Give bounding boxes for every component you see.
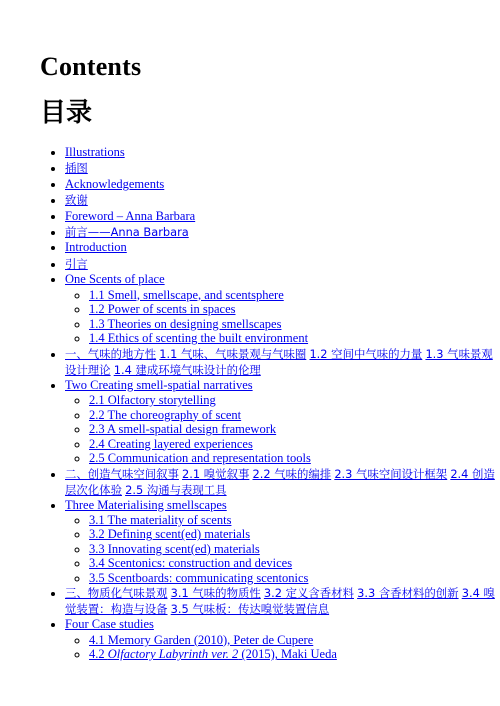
toc-item [65, 346, 495, 378]
toc-link[interactable]: Illustrations [65, 145, 125, 159]
toc-item [65, 192, 495, 208]
toc-sublink[interactable] [89, 647, 337, 661]
toc-sublink[interactable]: 3.5 Scentboards: communicating scentonics [89, 570, 309, 585]
toc-link[interactable]: 1.4 建成环境气味设计的伦理 [113, 362, 261, 377]
toc-sublink[interactable]: 1.3 Theories on designing smellscapes [89, 316, 282, 331]
toc-sublink[interactable]: 2.5 Communication and representation tools [89, 451, 311, 466]
toc-link[interactable]: 1.2 空间中气味的力量 [309, 346, 423, 361]
toc-subitem [89, 302, 495, 317]
toc-sublist [65, 288, 495, 346]
toc-link[interactable]: 致谢 [65, 193, 88, 208]
toc-item [65, 160, 495, 176]
toc-link[interactable]: 2.4 创造层次化体验 [65, 466, 495, 497]
toc-link[interactable]: 三、物质化气味景观 [65, 586, 168, 601]
toc-subitem [89, 556, 495, 571]
toc-item [65, 585, 495, 617]
toc-sublink[interactable]: 2.1 Olfactory storytelling [89, 393, 216, 408]
toc-sublist [65, 513, 495, 586]
toc-link[interactable]: Foreword – Anna Barbara [65, 208, 196, 223]
toc-link[interactable]: 前言——Anna Barbara [65, 225, 189, 240]
toc-item [65, 209, 495, 224]
toc-sublink[interactable]: 2.2 The choreography of scent [89, 407, 242, 422]
toc-sublink[interactable]: 3.2 Defining scent(ed) materials [89, 527, 251, 542]
toc-link[interactable]: 2.1 嗅觉叙事 [182, 466, 250, 481]
toc-link[interactable]: Acknowledgements [65, 176, 165, 191]
contents-heading: Contents [40, 52, 142, 81]
toc-subitem [89, 571, 495, 586]
toc-subitem [89, 331, 495, 346]
contents-heading-chinese: 目录 [40, 98, 93, 128]
toc-subitem [89, 633, 495, 648]
toc-link[interactable]: Introduction [65, 240, 127, 255]
toc-link[interactable]: 1.3 气味景观设计理论 [65, 346, 493, 377]
toc-link[interactable]: 一、气味的地方性 [65, 346, 157, 361]
toc-subitem [89, 422, 495, 437]
toc-item [65, 145, 495, 160]
toc-sublink[interactable]: 1.1 Smell, smellscape, and scentsphere [89, 287, 284, 302]
toc-title-italic: Olfactory Labyrinth ver. 2 [107, 647, 239, 662]
toc-item [65, 240, 495, 255]
toc-sublist [65, 633, 495, 662]
toc-subitem [89, 513, 495, 528]
toc-subitem [89, 408, 495, 423]
toc-text: 4.2 [89, 647, 108, 662]
toc-link[interactable]: 2.3 气味空间设计框架 [334, 466, 448, 481]
toc-sublink[interactable]: 3.3 Innovating scent(ed) materials [89, 541, 260, 556]
toc-link[interactable]: 2.5 沟通与表现工具 [125, 482, 227, 497]
toc-subitem [89, 451, 495, 466]
table-of-contents [40, 145, 495, 662]
toc-link[interactable]: One Scents of place [65, 272, 165, 287]
toc-subitem [89, 527, 495, 542]
toc-link[interactable]: 3.3 含香材料的创新 [357, 586, 459, 601]
toc-link[interactable]: Two Creating smell-spatial narratives [65, 377, 253, 392]
toc-item [65, 378, 495, 466]
toc-link[interactable]: 二、创造气味空间叙事 [65, 466, 179, 481]
toc-sublink[interactable]: 4.1 Memory Garden (2010), Peter de Cupere [89, 632, 314, 647]
toc-item [65, 224, 495, 240]
toc-link[interactable]: Three Materialising smellscapes [65, 497, 227, 512]
toc-sublink[interactable]: 2.3 A smell-spatial design framework [89, 422, 277, 437]
toc-link[interactable]: 2.2 气味的编排 [252, 466, 332, 481]
toc-sublink[interactable]: 2.4 Creating layered experiences [89, 436, 253, 451]
toc-sublink[interactable]: 1.2 Power of scents in spaces [89, 302, 236, 317]
toc-link[interactable]: 3.4 嗅觉装置：构造与设备 [65, 586, 495, 617]
toc-item [65, 256, 495, 272]
toc-item [65, 177, 495, 192]
toc-link[interactable]: 引言 [65, 256, 88, 271]
toc-item [65, 272, 495, 345]
toc-subitem [89, 542, 495, 557]
toc-sublink[interactable]: 1.4 Ethics of scenting the built environment [89, 331, 309, 346]
toc-sublink[interactable]: 3.1 The materiality of scents [89, 512, 232, 527]
toc-link[interactable]: 插图 [65, 161, 88, 176]
toc-sublist [65, 393, 495, 466]
toc-item [65, 498, 495, 586]
toc-item [65, 617, 495, 661]
toc-link[interactable]: 3.1 气味的物质性 [170, 586, 261, 601]
toc-item [65, 466, 495, 498]
toc-link[interactable]: Four Case studies [65, 617, 154, 632]
toc-subitem [89, 288, 495, 303]
toc-link[interactable]: 3.5 气味板：传达嗅觉装置信息 [170, 602, 330, 617]
toc-subitem [89, 393, 495, 408]
toc-text: (2015), Maki Ueda [238, 647, 337, 662]
toc-subitem [89, 317, 495, 332]
toc-link[interactable]: 3.2 定义含香材料 [263, 586, 354, 601]
toc-subitem [89, 647, 495, 662]
toc-sublink[interactable]: 3.4 Scentonics: construction and devices [89, 556, 293, 571]
toc-link[interactable]: 1.1 气味、气味景观与气味圈 [159, 346, 307, 361]
toc-subitem [89, 437, 495, 452]
